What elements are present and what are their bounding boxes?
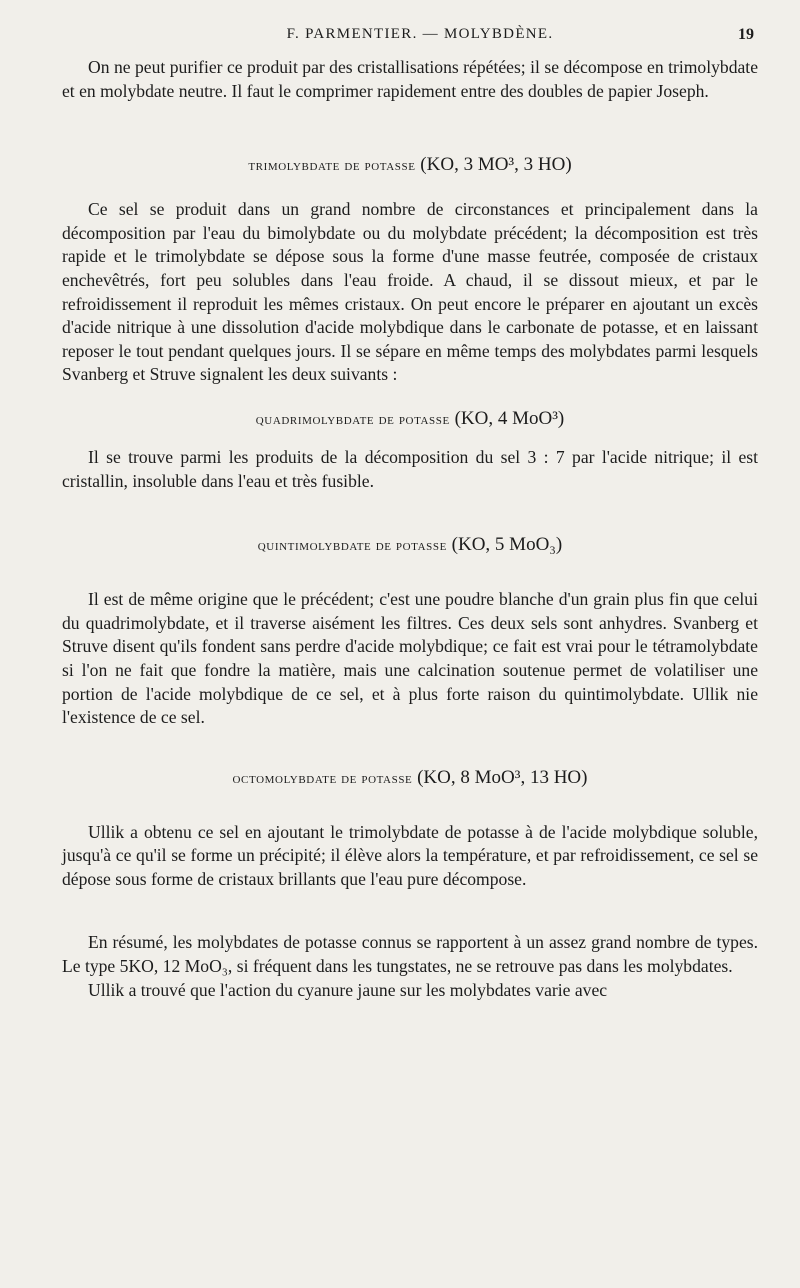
section-heading-quintimolybdate: [62, 533, 758, 558]
heading-formula: (KO, 4 MoO³): [454, 407, 565, 429]
heading-label: quadrimolybdate de potasse: [255, 411, 450, 428]
section-heading-trimolybdate: [62, 153, 758, 178]
section-heading-octomolybdate: [62, 766, 758, 791]
running-title: F. PARMENTIER. — MOLYBDÈNE.: [286, 26, 554, 42]
heading-label: quintimolybdate de potasse: [257, 538, 447, 555]
page-number: 19: [738, 26, 754, 43]
paragraph-intro: On ne peut purifier ce produit par des cristallisations répétées; il se décompose en trimolybdate et en molybdate neutre. Il faut le comprimer rapidement entre des doubles de papier Joseph.: [62, 57, 758, 101]
heading-label: octomolybdate de potasse: [232, 770, 413, 787]
paragraph-quintimolybdate: Il est de même origine que le précédent; c'est une poudre blanche d'un grain plus fin que celui du quadrimolybdate, et il traverse aisément les filtres. Ces deux sels sont anhydres. Svanberg et Struve disent qu'ils fondent sans perdre d'acide molybdique; ce fait est vrai pour le tétramolybdate si l'on ne fait que fondre la matière, mais une calcination soutenue permet de volatiliser une portion de l'acide molybdique de ce sel, et à plus forte raison du quintimolybdate. Ullik nie l'existence de ce sel.: [62, 589, 758, 728]
paragraph-summary: En résumé, les molybdates de potasse connus se rapportent à un assez grand nombre de types. Le type 5KO, 12 MoO₃, si fréquent dans les tungstates, ne se retrouve pas dans les molybdates.: [62, 932, 758, 977]
running-header: [62, 26, 758, 56]
paragraph-octomolybdate: Ullik a obtenu ce sel en ajoutant le trimolybdate de potasse à de l'acide molybdique soluble, jusqu'à ce qu'il se forme un précipité; il élève alors la température, et par refroidissement, ce sel se dépose sous forme de cristaux brillants que l'eau pure décompose.: [62, 821, 758, 889]
heading-formula: (KO, 5 MoO₃): [451, 534, 563, 556]
heading-formula: (KO, 8 MoO³, 13 HO): [417, 766, 588, 788]
paragraph-quadrimolybdate: Il se trouve parmi les produits de la décomposition du sel 3 : 7 par l'acide nitrique; il est cristallin, insoluble dans l'eau et très fusible.: [62, 446, 758, 491]
paragraph-ullik-cyanure: Ullik a trouvé que l'action du cyanure jaune sur les molybdates varie avec: [88, 979, 608, 1000]
section-heading-quadrimolybdate: [62, 407, 758, 432]
paragraph-trimolybdate: Ce sel se produit dans un grand nombre de circonstances et principalement dans la décomposition par l'eau du bimolybdate ou du molybdate précédent; la décomposition est très rapide et le trimolybdate se dépose sous la forme d'une masse feutrée, composée de cristaux enchevêtrés, fort peu solubles dans l'eau froide. A chaud, il se dissout mieux, et par le refroidissement il reproduit les mêmes cristaux. On peut encore le préparer en ajoutant un excès d'acide nitrique à une dissolution d'acide molybdique dans le carbonate de potasse, et en laissant reposer le tout pendant quelques jours. Il se sépare en même temps des molybdates parmi lesquels Svanberg et Struve signalent les deux suivants :: [62, 199, 758, 385]
heading-formula: (KO, 3 MO³, 3 HO): [420, 154, 572, 176]
heading-label: trimolybdate de potasse: [248, 158, 416, 175]
